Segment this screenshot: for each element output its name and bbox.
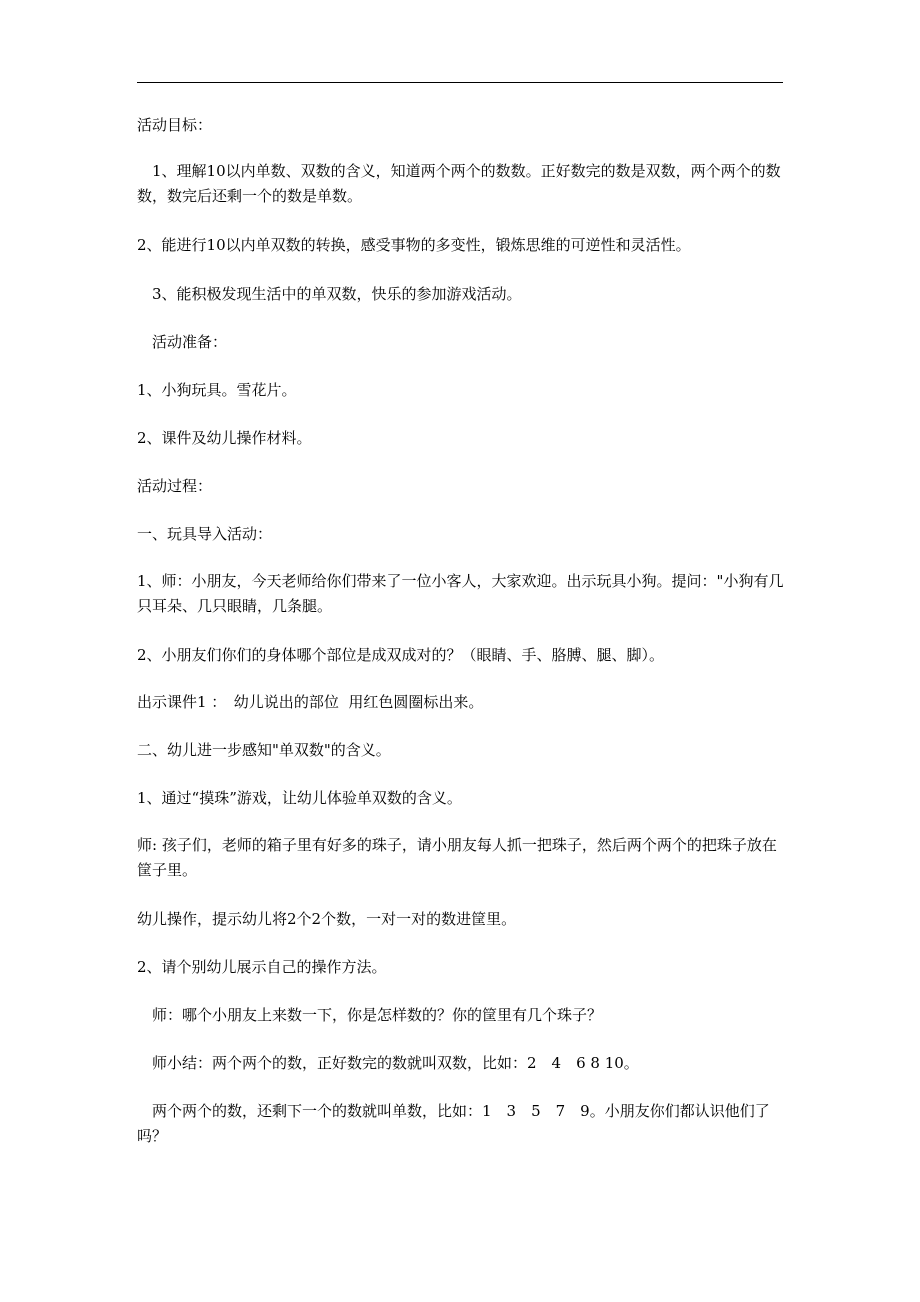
child-operation: 幼儿操作，提示幼儿将2个2个数，一对一对的数进筐里。 bbox=[137, 910, 517, 928]
goal-item-1: 1、理解10以内单数、双数的含义，知道两个两个的数数。正好数完的数是双数，两个两个的数数，数完后还剩一个的数是单数。 bbox=[137, 162, 781, 205]
section-heading-2: 二、幼儿进一步感知"单双数"的含义。 bbox=[137, 741, 391, 759]
process-item-2: 2、小朋友们你们的身体哪个部位是成双成对的？（眼睛、手、胳膊、腿、脚）。 bbox=[137, 646, 665, 664]
heading-activity-process: 活动过程： bbox=[137, 477, 213, 495]
teacher-instruction: 师: 孩子们，老师的箱子里有好多的珠子，请小朋友每人抓一把珠子，然后两个两个的把珠子放在筐子里。 bbox=[137, 836, 777, 879]
goal-item-3: 3、能积极发现生活中的单双数，快乐的参加游戏活动。 bbox=[137, 285, 522, 303]
preparation-item-2: 2、课件及幼儿操作材料。 bbox=[137, 429, 312, 447]
game-item-2: 2、请个别幼儿展示自己的操作方法。 bbox=[137, 958, 387, 976]
courseware-note: 出示课件1 ： 幼儿说出的部位 用红色圆圈标出来。 bbox=[137, 693, 484, 711]
preparation-item-1: 1、小狗玩具。雪花片。 bbox=[137, 381, 297, 399]
game-item-1: 1、通过“摸珠”游戏，让幼儿体验单双数的含义。 bbox=[137, 789, 462, 807]
header-rule bbox=[137, 82, 783, 83]
teacher-summary-even: 师小结：两个两个的数，正好数完的数就叫双数，比如：2 4 6 8 10。 bbox=[137, 1054, 639, 1072]
teacher-question: 师：哪个小朋友上来数一下，你是怎样数的？你的筐里有几个珠子？ bbox=[137, 1006, 603, 1024]
process-item-1: 1、师：小朋友，今天老师给你们带来了一位小客人，大家欢迎。出示玩具小狗。提问："小狗有几只耳朵、几只眼睛，几条腿。 bbox=[137, 572, 784, 615]
heading-activity-preparation: 活动准备： bbox=[137, 333, 228, 351]
teacher-summary-odd: 两个两个的数，还剩下一个的数就叫单数，比如：1 3 5 7 9。小朋友你们都认识他们了吗？ bbox=[137, 1102, 770, 1145]
section-heading-1: 一、玩具导入活动： bbox=[137, 525, 273, 543]
goal-item-2: 2、能进行10以内单双数的转换，感受事物的多变性，锻炼思维的可逆性和灵活性。 bbox=[137, 236, 691, 254]
heading-activity-goals: 活动目标： bbox=[137, 116, 213, 134]
